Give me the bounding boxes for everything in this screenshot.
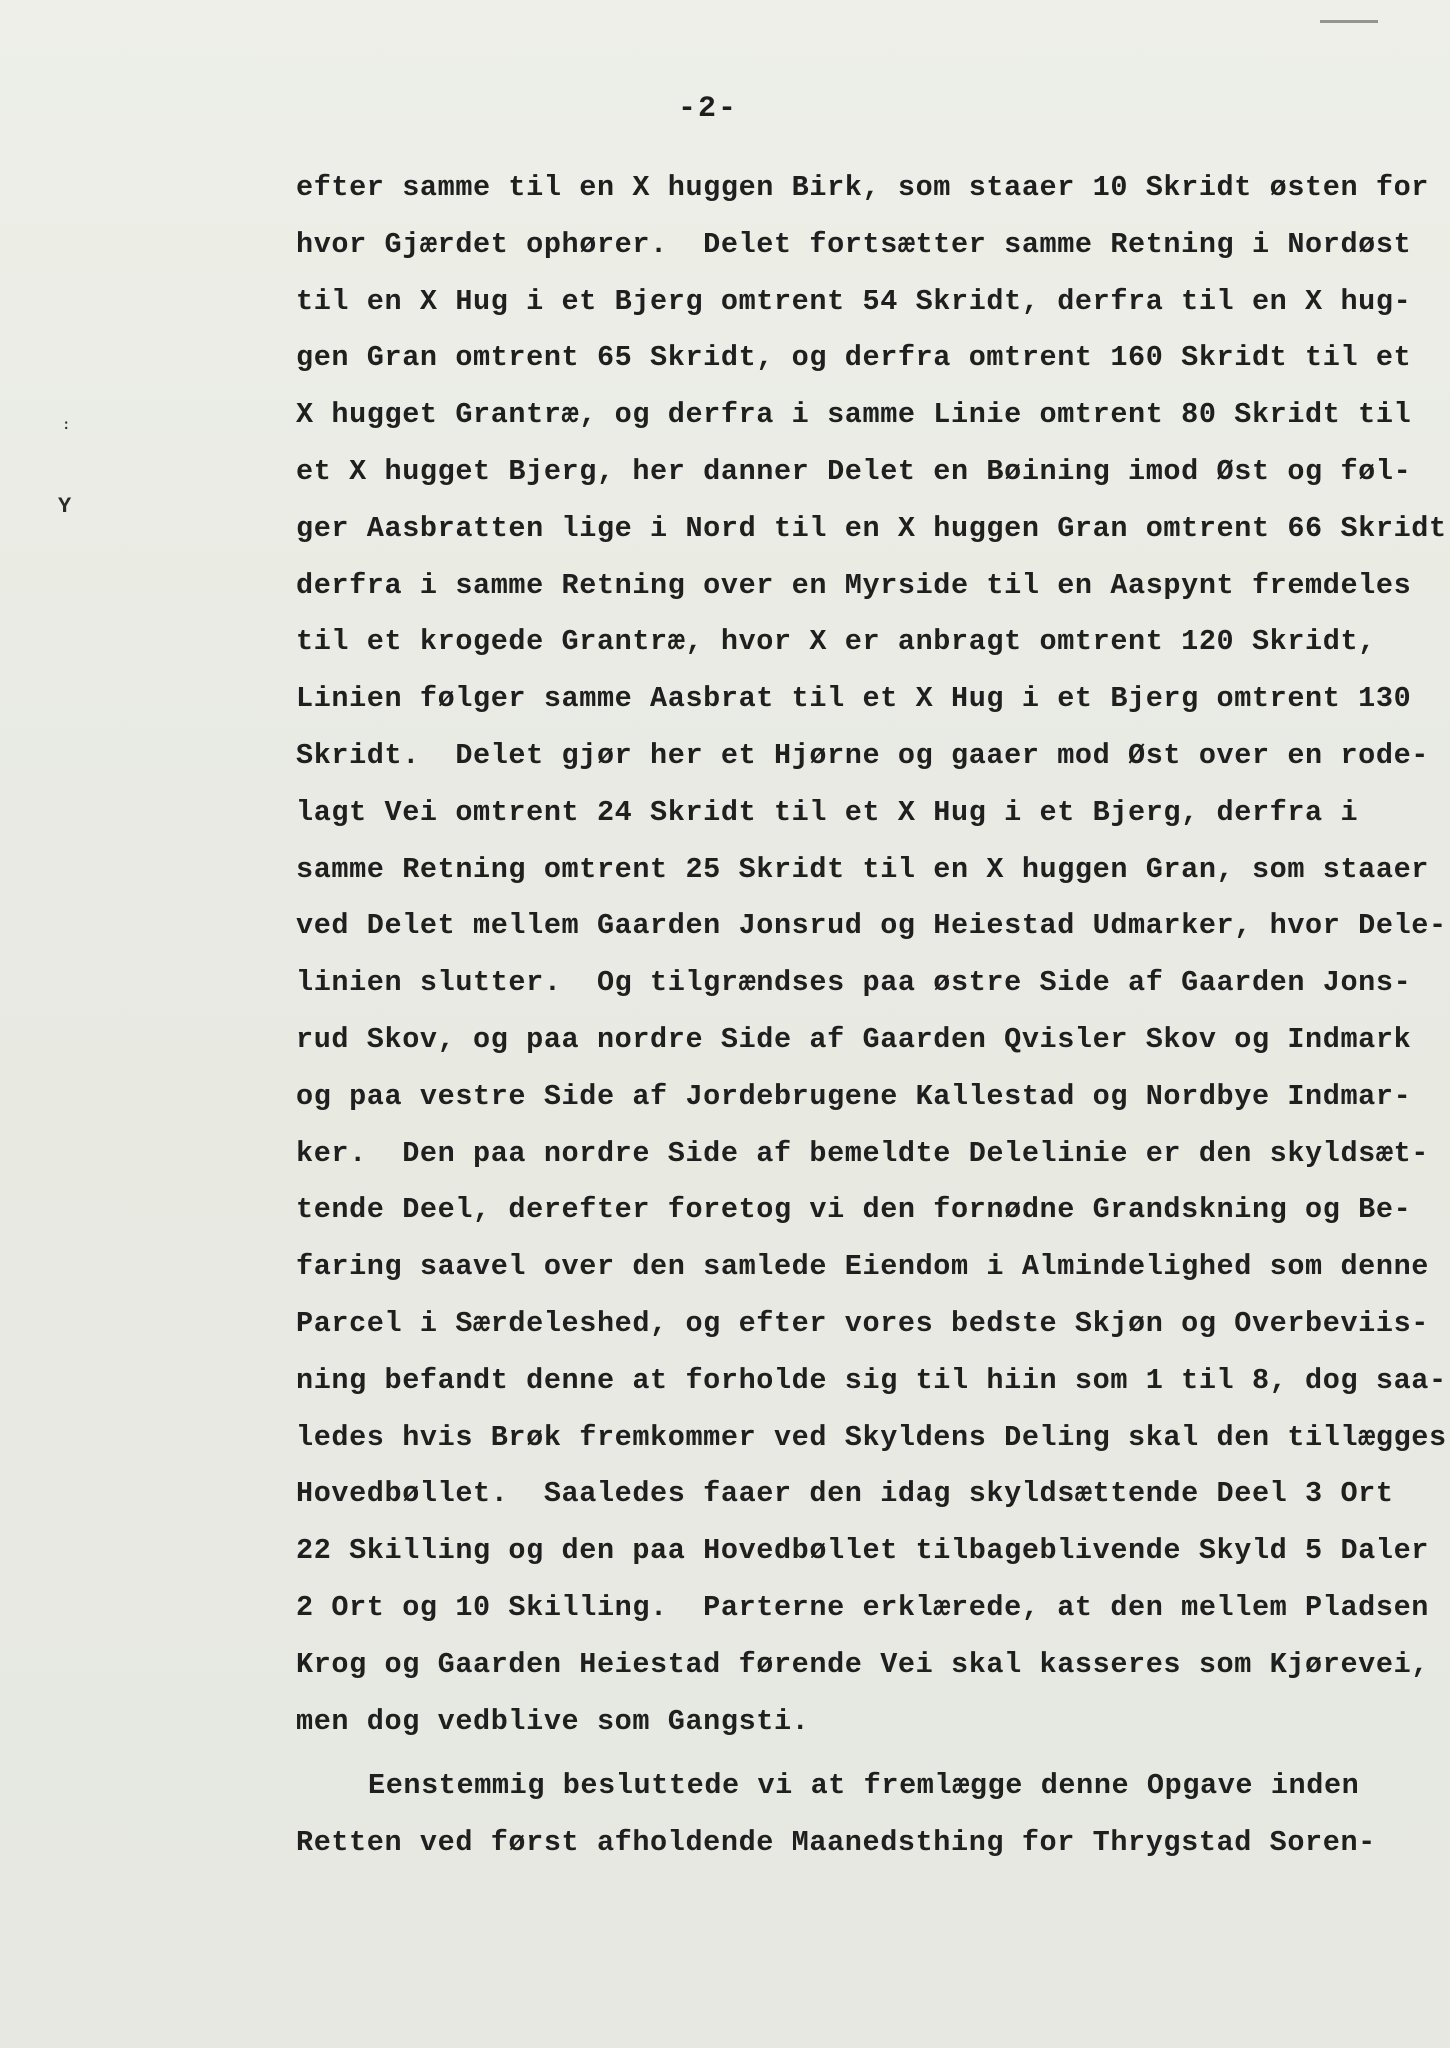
text-line: lagt Vei omtrent 24 Skridt til et X Hug i et Bjerg, derfra i [296, 795, 1359, 829]
text-line: faring saavel over den samlede Eiendom i Almindelighed som denne [296, 1250, 1429, 1284]
text-line: Krog og Gaarden Heiestad førende Vei skal kasseres som Kjørevei, [296, 1647, 1429, 1681]
text-line: ning befandt denne at forholde sig til hiin som 1 til 8, dog saa- [296, 1363, 1447, 1397]
text-line: Parcel i Særdeleshed, og efter vores bedste Skjøn og Overbeviis- [296, 1306, 1429, 1340]
text-line: Linien følger samme Aasbrat til et X Hug i et Bjerg omtrent 130 [296, 682, 1412, 716]
margin-mark-y: Y [58, 494, 72, 519]
text-line: gen Gran omtrent 65 Skridt, og derfra omtrent 160 Skridt til et [296, 341, 1412, 375]
text-line: ger Aasbratten lige i Nord til en X huggen Gran omtrent 66 Skridt [296, 511, 1447, 545]
text-line: 22 Skilling og den paa Hovedbøllet tilbageblivende Skyld 5 Daler [296, 1534, 1429, 1568]
text-line: tende Deel, derefter foretog vi den fornødne Grandskning og Be- [296, 1193, 1412, 1227]
text-line: et X hugget Bjerg, her danner Delet en Bøining imod Øst og føl- [296, 454, 1412, 488]
text-line: til et krogede Grantræ, hvor X er anbragt omtrent 120 Skridt, [296, 625, 1376, 659]
text-line: til en X Hug i et Bjerg omtrent 54 Skridt, derfra til en X hug- [296, 284, 1412, 318]
text-line: ker. Den paa nordre Side af bemeldte Delelinie er den skyldsæt- [296, 1136, 1429, 1170]
text-line: Hovedbøllet. Saaledes faaer den idag skyldsættende Deel 3 Ort [296, 1477, 1394, 1511]
text-line: Skridt. Delet gjør her et Hjørne og gaaer mod Øst over en rode- [296, 738, 1429, 772]
text-line: X hugget Grantræ, og derfra i samme Linie omtrent 80 Skridt til [296, 398, 1412, 432]
text-line: derfra i samme Retning over en Myrside til en Aaspynt fremdeles [296, 568, 1412, 602]
text-line: rud Skov, og paa nordre Side af Gaarden Qvisler Skov og Indmark [296, 1022, 1412, 1056]
text-line: 2 Ort og 10 Skilling. Parterne erklærede, at den mellem Pladsen [296, 1590, 1429, 1624]
text-line: linien slutter. Og tilgrændses paa østre Side af Gaarden Jons- [296, 966, 1412, 1000]
text-line-paragraph-start: Eenstemmig besluttede vi at fremlægge denne Opgave inden [368, 1769, 1360, 1803]
text-line: ledes hvis Brøk fremkommer ved Skyldens Deling skal den tillægges [296, 1420, 1447, 1454]
text-line: og paa vestre Side af Jordebrugene Kallestad og Nordbye Indmar- [296, 1079, 1412, 1113]
text-line: efter samme til en X huggen Birk, som staaer 10 Skridt østen for [296, 171, 1429, 204]
page-number: -2- [678, 92, 739, 126]
text-line: Retten ved først afholdende Maanedsthing for Thrygstad Soren- [296, 1826, 1376, 1860]
text-line: samme Retning omtrent 25 Skridt til en X huggen Gran, som staaer [296, 852, 1429, 886]
text-line: ved Delet mellem Gaarden Jonsrud og Heiestad Udmarker, hvor Dele- [296, 909, 1447, 943]
text-line: men dog vedblive som Gangsti. [296, 1704, 810, 1738]
text-line: hvor Gjærdet ophører. Delet fortsætter samme Retning i Nordøst [296, 227, 1412, 261]
scan-smudge [1320, 6, 1378, 23]
body-text [296, 160, 1447, 1872]
margin-mark-colon: : [62, 418, 71, 434]
